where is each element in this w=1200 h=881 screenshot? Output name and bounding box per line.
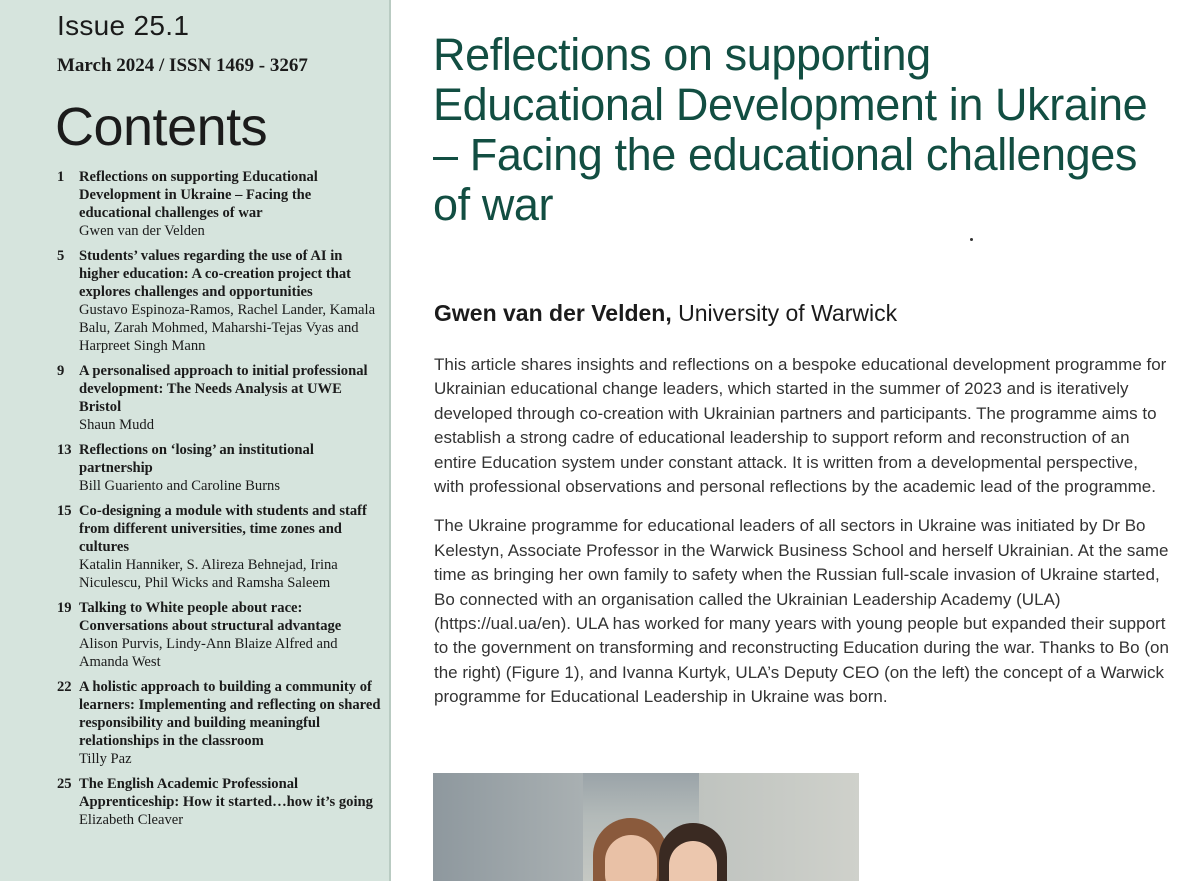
- article-byline: [434, 300, 897, 327]
- toc-authors: Elizabeth Cleaver: [79, 812, 184, 828]
- toc-title[interactable]: A holistic approach to building a community of learners: Implementing and reflecting on shared responsibility and building meaningful relationships in the classroom: [79, 679, 381, 749]
- table-of-contents: [57, 168, 382, 836]
- toc-title[interactable]: The English Academic Professional Apprenticeship: How it started…how it’s going: [79, 776, 373, 810]
- toc-authors: Bill Guariento and Caroline Burns: [79, 478, 281, 494]
- toc-page-number: 22: [57, 679, 72, 695]
- toc-authors: Katalin Hanniker, S. Alireza Behnejad, Irina Niculescu, Phil Wicks and Ramsha Saleem: [79, 557, 338, 591]
- figure-photo: [433, 773, 859, 881]
- toc-entry[interactable]: [57, 247, 382, 355]
- photo-face-right: [669, 841, 717, 881]
- toc-page-number: 15: [57, 503, 72, 519]
- article-paragraph: This article shares insights and reflections on a bespoke educational development programme for Ukrainian educational change leaders, which started in the summer of 2023 and is iteratively developed through co-creation with Ukrainian partners and participants. The programme aims to establish a strong cadre of educational leadership to support reform and reconstruction of an entire Education system under constant attack. It is written from a developmental perspective, with professional observations and personal reflections by the academic lead of the programme.: [434, 355, 1167, 497]
- toc-entry[interactable]: [57, 599, 382, 671]
- toc-entry[interactable]: [57, 775, 382, 829]
- toc-page-number: 5: [57, 248, 65, 264]
- issue-date-issn: March 2024 / ISSN 1469 - 3267: [57, 55, 308, 76]
- toc-entry[interactable]: [57, 168, 382, 240]
- decorative-dot: [970, 238, 973, 241]
- toc-entry[interactable]: [57, 362, 382, 434]
- issue-number: Issue 25.1: [57, 10, 190, 41]
- toc-title[interactable]: Talking to White people about race: Conversations about structural advantage: [79, 600, 342, 634]
- toc-authors: Alison Purvis, Lindy-Ann Blaize Alfred and Amanda West: [79, 636, 338, 670]
- toc-authors: Shaun Mudd: [79, 417, 154, 433]
- toc-title[interactable]: Students’ values regarding the use of AI in higher education: A co-creation project that explores challenges and opportunities: [79, 248, 351, 300]
- toc-entry[interactable]: [57, 502, 382, 592]
- toc-title[interactable]: Reflections on supporting Educational Development in Ukraine – Facing the educational challenges of war: [79, 169, 318, 221]
- contents-sidebar: [0, 0, 391, 881]
- photo-face-left: [605, 835, 657, 881]
- toc-title[interactable]: A personalised approach to initial professional development: The Needs Analysis at UWE Bristol: [79, 363, 368, 415]
- toc-page-number: 19: [57, 600, 72, 616]
- author-name: Gwen van der Velden,: [434, 300, 672, 326]
- author-affiliation: University of Warwick: [671, 300, 898, 326]
- article-body: [434, 353, 1169, 725]
- toc-authors: Tilly Paz: [79, 751, 132, 767]
- contents-heading: Contents: [55, 97, 268, 157]
- photo-background: [433, 773, 583, 881]
- toc-authors: Gwen van der Velden: [79, 223, 205, 239]
- toc-page-number: 13: [57, 442, 72, 458]
- toc-title[interactable]: Co-designing a module with students and staff from different universities, time zones and cultures: [79, 503, 367, 555]
- toc-entry[interactable]: [57, 441, 382, 495]
- article-paragraph: The Ukraine programme for educational leaders of all sectors in Ukraine was initiated by Dr Bo Kelestyn, Associate Professor in the Warwick Business School and herself Ukrainian. At the same time as bringing her own family to safety when the Russian full-scale invasion of Ukraine started, Bo connected with an organisation called the Ukrainian Leadership Academy (ULA) (https://ual.ua/en). ULA has worked for many years with young people but expanded their support to the government on transforming and reconstructing Education during the war. Thanks to Bo (on the right) (Figure 1), and Ivanna Kurtyk, ULA’s Deputy CEO (on the left) the concept of a Warwick programme for Educational Leadership in Ukraine was born.: [434, 516, 1169, 707]
- toc-page-number: 1: [57, 169, 65, 185]
- toc-entry[interactable]: [57, 678, 382, 768]
- article-title: Reflections on supporting Educational Development in Ukraine – Facing the educational challenges of war: [433, 29, 1148, 230]
- toc-page-number: 9: [57, 363, 65, 379]
- toc-page-number: 25: [57, 776, 72, 792]
- toc-authors: Gustavo Espinoza-Ramos, Rachel Lander, Kamala Balu, Zarah Mohmed, Maharshi-Tejas Vyas and Harpreet Singh Mann: [79, 302, 376, 354]
- toc-title[interactable]: Reflections on ‘losing’ an institutional partnership: [79, 442, 314, 476]
